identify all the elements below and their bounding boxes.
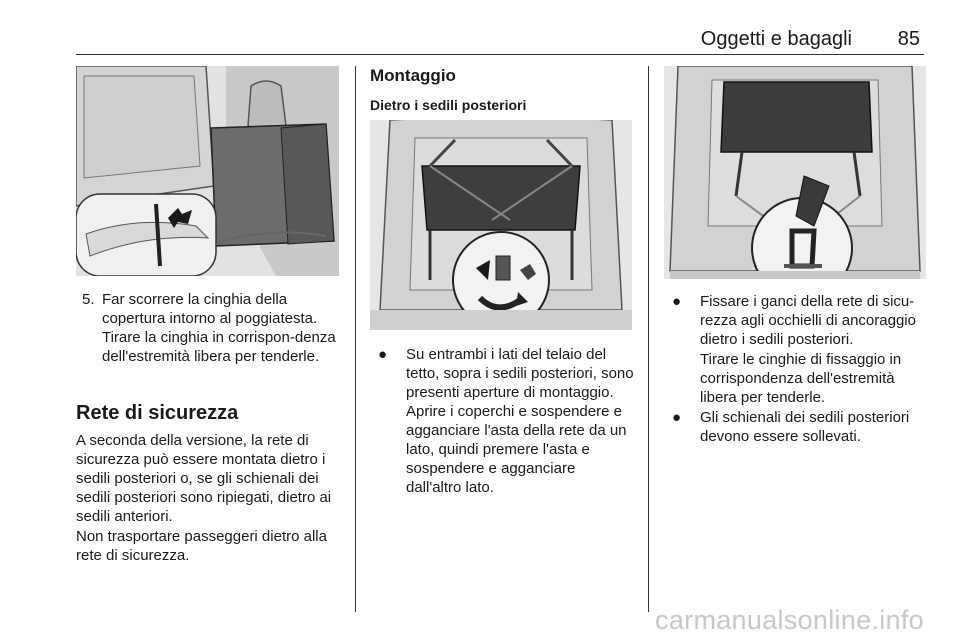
bullet-symbol: ● [672, 293, 682, 310]
bullet-mounting-openings [378, 345, 634, 497]
page-number: 85 [897, 28, 920, 50]
column-divider-left [355, 66, 356, 612]
bullet-seat-backs [672, 408, 928, 446]
bullet-symbol: ● [672, 409, 682, 426]
section-heading: Rete di sicurezza [76, 402, 239, 424]
bullet-text: Su entrambi i lati del telaio del tetto, sopra i sedili posteriori, sono presenti aperture di montaggio. Aprire i coperchi e sospendere e agganciare l'asta della rete da un lato, quindi premere l'asta e sospendere e agganciare dall'altro lato. [406, 346, 634, 496]
bullet-symbol: ● [378, 346, 388, 363]
figure-headrest-strap [76, 66, 339, 276]
subsubsection-heading: Dietro i sedili posteriori [370, 97, 527, 113]
figure-anchor-hooks-drawing [664, 66, 926, 279]
bullet-fix-hooks [672, 292, 928, 349]
step-text: Far scorrere la cinghia della copertura intorno al poggiatesta. Tirare la cinghia in corrispon-denza dell'estremità libera per tenderle. [102, 291, 336, 365]
figure-net-rear-seats [370, 120, 632, 330]
bullet-text: Gli schienali dei sedili posteriori devono essere sollevati. [700, 409, 910, 445]
running-header-title: Oggetti e bagagli [700, 28, 852, 50]
step-number: 5. [82, 291, 95, 308]
header-rule [76, 54, 924, 55]
bullet-continuation-text: Tirare le cinghie di fissaggio in corrispondenza dell'estremità libera per tenderle. [700, 351, 902, 406]
subsection-heading: Montaggio [370, 66, 456, 85]
instruction-step-5 [82, 290, 342, 366]
figure-net-rear-seats-drawing [370, 120, 632, 330]
column-divider-right [648, 66, 649, 612]
warning-paragraph: Non trasportare passeggeri dietro alla rete di sicurezza. [76, 528, 327, 564]
figure-headrest-strap-drawing [76, 66, 339, 276]
intro-paragraph: A seconda della versione, la rete di sicurezza può essere montata dietro i sedili posteriori o, se gli schienali dei sedili posteriori sono ripiegati, dietro ai sedili anteriori. [76, 432, 332, 525]
bullet-text: Fissare i ganci della rete di sicu-rezza agli occhielli di ancoraggio dietro i sedili posteriori. [700, 293, 916, 348]
watermark: carmanualsonline.info [655, 605, 924, 635]
figure-anchor-hooks [664, 66, 926, 279]
